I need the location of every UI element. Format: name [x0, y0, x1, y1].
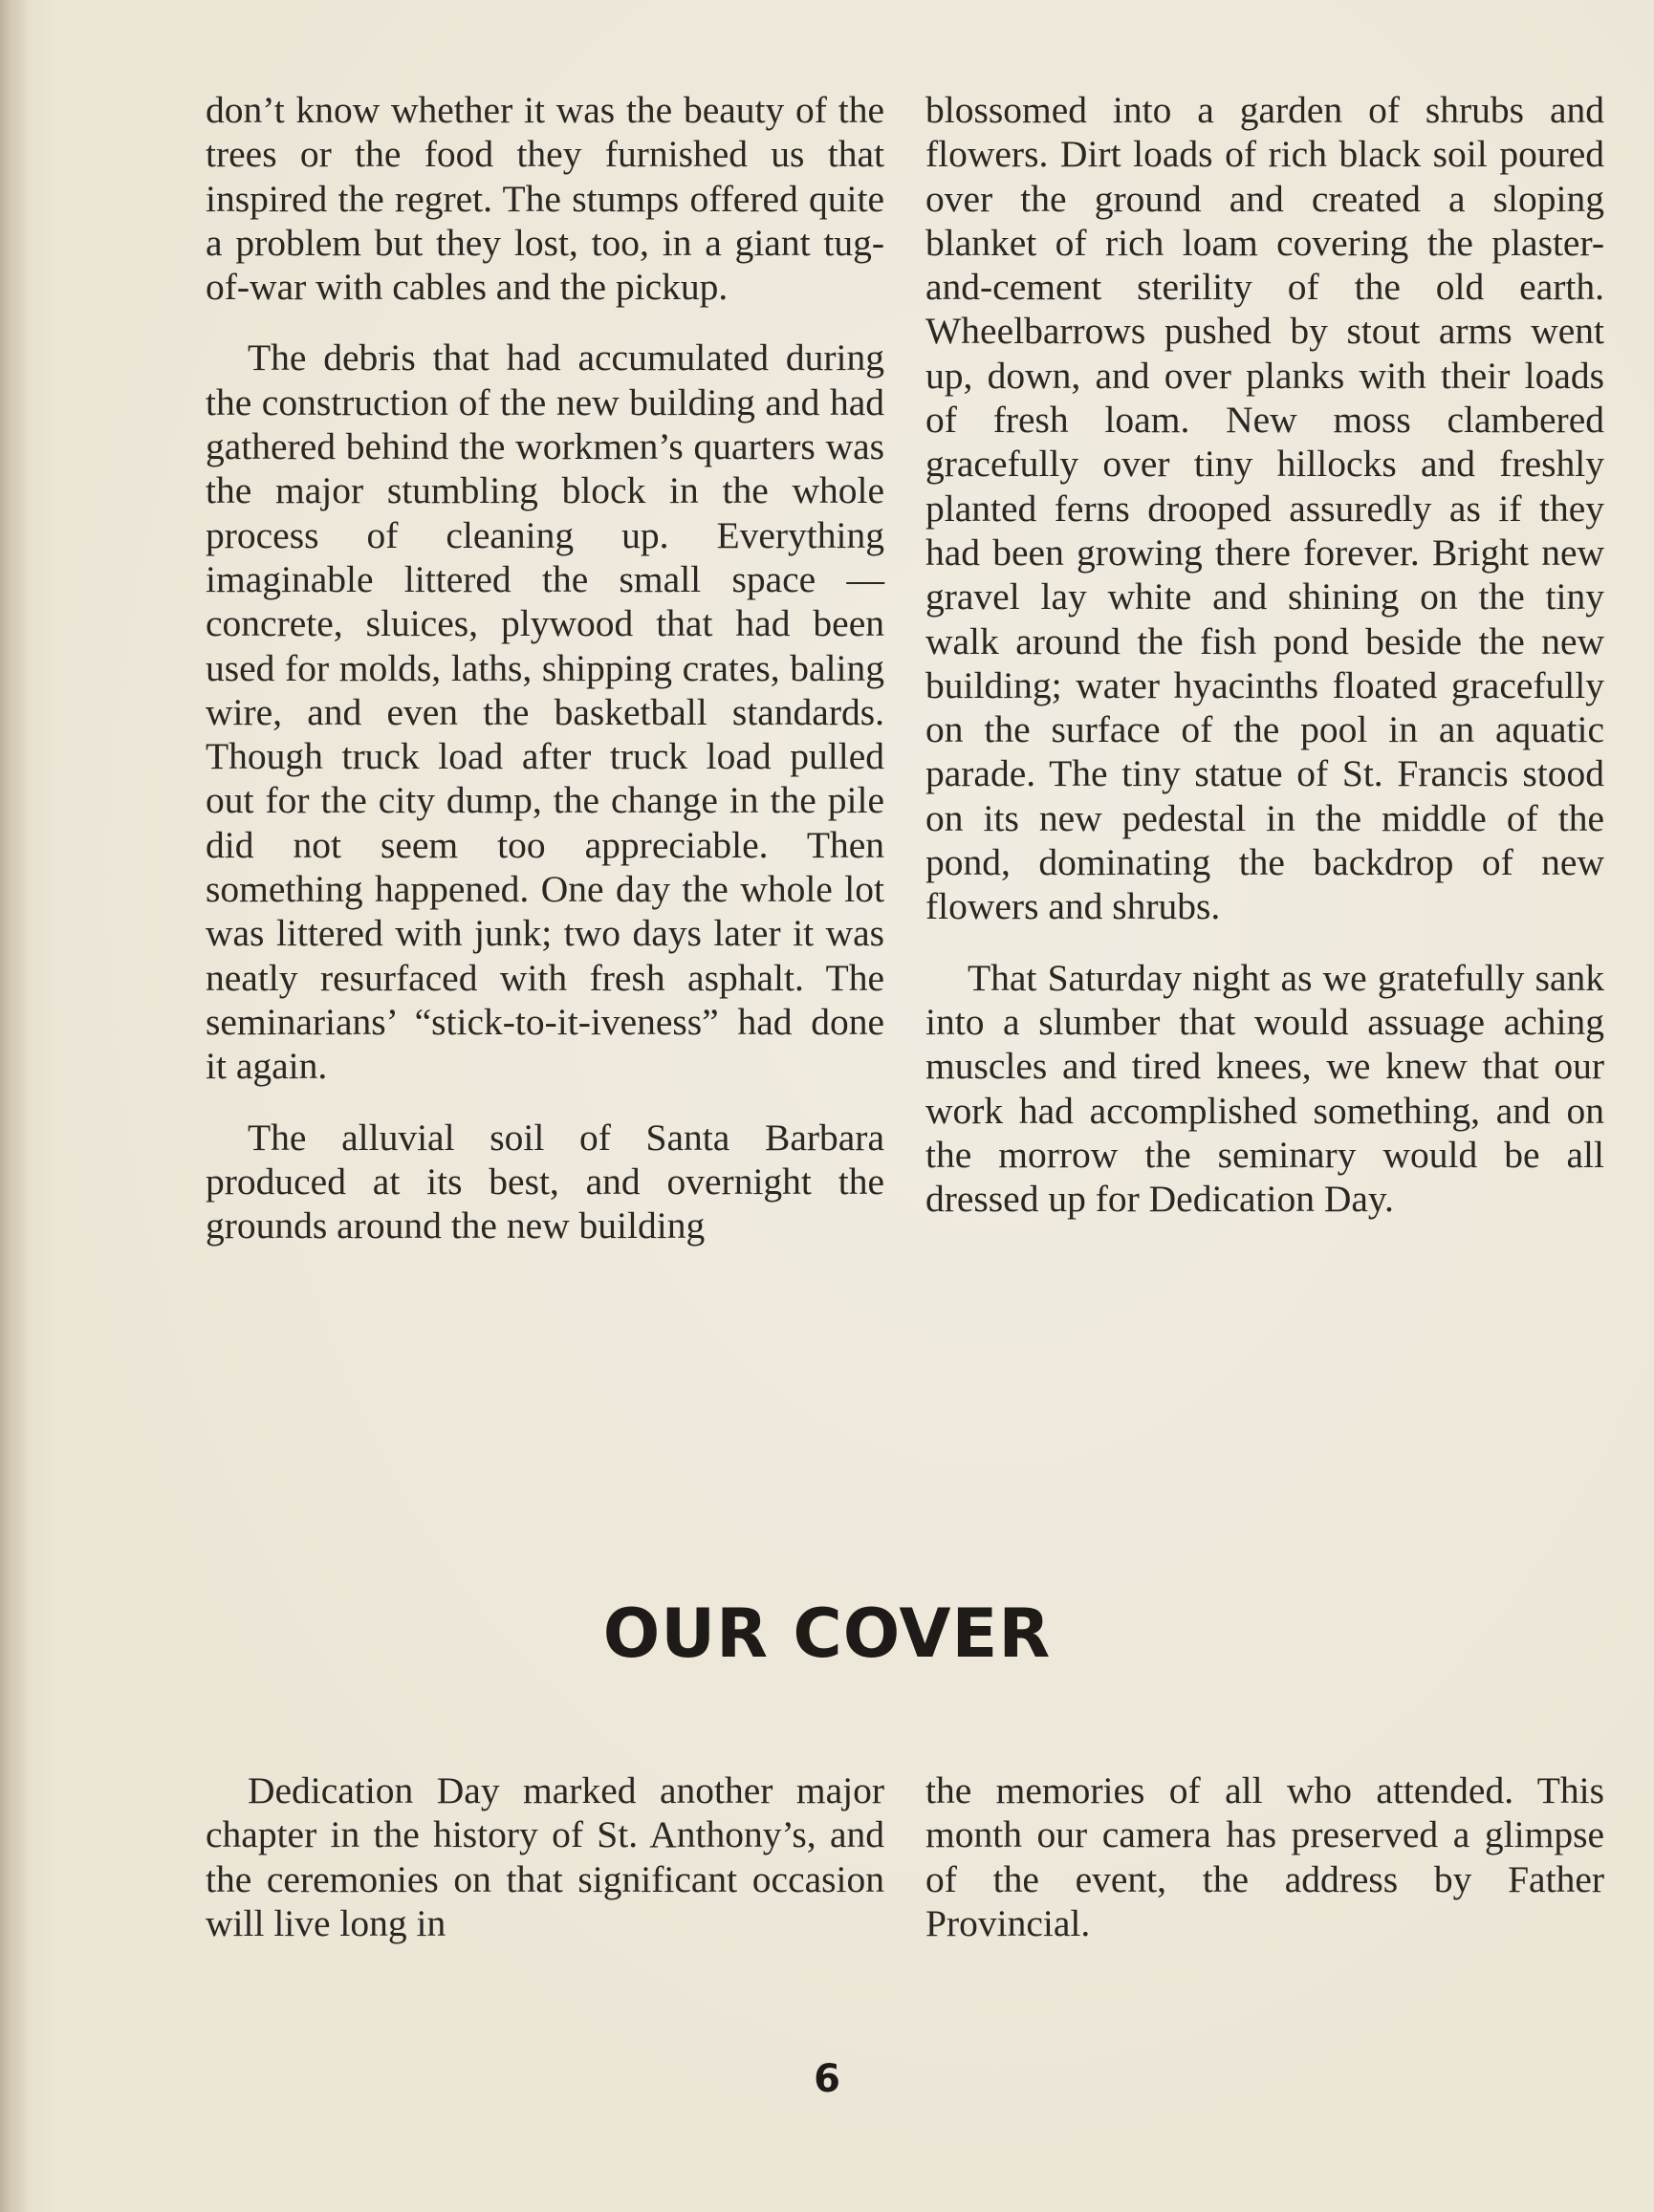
- article-right-column: [925, 88, 1604, 1221]
- article-left-column: [206, 88, 884, 1247]
- cover-paragraph: Dedication Day marked another major chapter in the history of St. Anthony’s, and the ceremonies on that significant occasion will live long in: [206, 1769, 884, 1944]
- article-paragraph: blossomed into a garden of shrubs and flowers. Dirt loads of rich black soil poured over the ground and created a sloping blanket of rich loam covering the plaster-and-cement sterility of the old earth. Wheelbarrows pushed by stout arms went up, down, and over planks with their loads of fresh loam. New moss clambered gracefully over tiny hillocks and freshly planted ferns drooped assuredly as if they had been growing there forever. Bright new gravel lay white and shining on the tiny walk around the fish pond beside the new building; water hyacinths floated gracefully on the surface of the pool in an aquatic parade. The tiny statue of St. Francis stood on its new pedestal in the middle of the pond, dominating the backdrop of new flowers and shrubs.: [925, 89, 1604, 928]
- section-heading: OUR COVER: [602, 1594, 1052, 1673]
- cover-paragraph: the memories of all who attended. This month our camera has preserved a glimpse of the event, the address by Father Provincial.: [925, 1769, 1604, 1944]
- page-number: 6: [814, 2057, 840, 2101]
- cover-text-left-column: [206, 1768, 884, 1945]
- cover-text-right-column: [925, 1768, 1604, 1945]
- article-paragraph: The alluvial soil of Santa Barbara produced at its best, and overnight the grounds around the new building: [206, 1116, 884, 1247]
- article-paragraph: don’t know whether it was the beauty of the trees or the food they furnished us that inspired the regret. The stumps offered quite a problem but they lost, too, in a giant tug-of-war with cables and the pickup.: [206, 89, 884, 309]
- article-paragraph: That Saturday night as we gratefully sank into a slumber that would assuage aching muscles and tired knees, we knew that our work had accomplished something, and on the morrow the seminary would be all dressed up for Dedication Day.: [925, 956, 1604, 1221]
- article-paragraph: The debris that had accumulated during the construction of the new building and had gathered behind the workmen’s quarters was the major stumbling block in the whole process of cleaning up. Everything imaginable littered the small space — concrete, sluices, plywood that had been used for molds, laths, shipping crates, baling wire, and even the basketball standards. Though truck load after truck load pulled out for the city dump, the change in the pile did not seem too appreciable. Then something happened. One day the whole lot was littered with junk; two days later it was neatly resurfaced with fresh asphalt. The seminarians’ “stick-to-it-iveness” had done it again.: [206, 336, 884, 1088]
- page-binding-shadow: [0, 0, 29, 2212]
